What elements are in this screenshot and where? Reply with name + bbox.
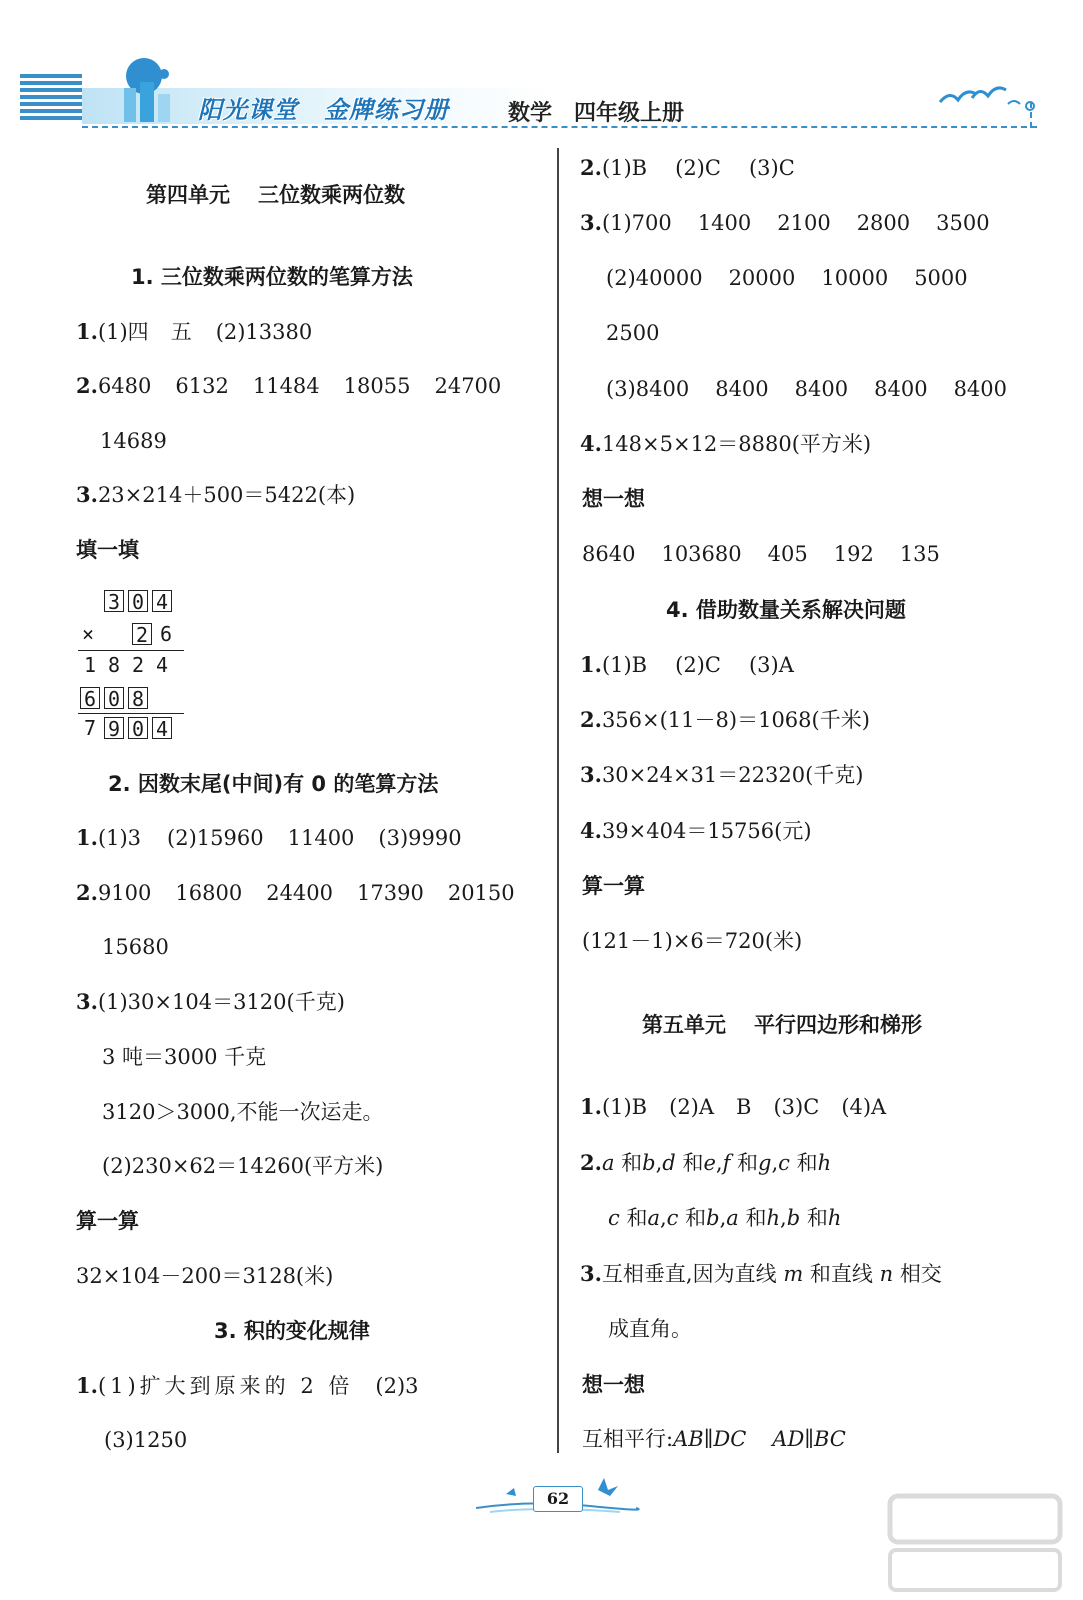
calc-row-2 bbox=[78, 623, 198, 647]
answer-part: 8400 bbox=[715, 377, 769, 401]
line-name: c bbox=[608, 1206, 620, 1230]
calc-box: 9 bbox=[104, 717, 124, 739]
answer-part: 23×214＋500＝5422(本) bbox=[97, 483, 356, 507]
line-name: b bbox=[786, 1206, 801, 1230]
s2-answer-2-cont: 15680 bbox=[102, 935, 169, 959]
item-number: 2. bbox=[76, 373, 98, 398]
calc-box: 6 bbox=[80, 687, 100, 709]
line-name: b bbox=[642, 1151, 656, 1175]
calc-box: 0 bbox=[128, 590, 148, 612]
answer-part: 30×24×31＝22320(千克) bbox=[601, 763, 864, 787]
unit4-title bbox=[146, 182, 405, 208]
section2-title: 2. 因数末尾(中间)有 0 的笔算方法 bbox=[108, 772, 439, 796]
line-name: c bbox=[778, 1151, 790, 1175]
item-number: 2. bbox=[580, 155, 602, 180]
calc-box: 0 bbox=[128, 717, 148, 739]
answer-part: 5000 bbox=[914, 266, 968, 290]
line-name: h bbox=[817, 1151, 832, 1175]
s1-answer-3 bbox=[76, 482, 355, 508]
answer-part: (1)30×104＝3120(千克) bbox=[97, 990, 345, 1014]
unit5-label: 第五单元 bbox=[642, 1013, 726, 1037]
item-number: 4. bbox=[580, 818, 602, 843]
answer-part: 和 bbox=[682, 1151, 704, 1175]
s2-answer-1 bbox=[76, 825, 462, 851]
answer-part: (1)700 bbox=[601, 211, 672, 235]
s1-answer-2-cont: 14689 bbox=[100, 429, 167, 453]
series-logo-icon bbox=[100, 52, 180, 124]
r-answer-3-line2 bbox=[606, 265, 968, 291]
answer-part: (3)A bbox=[748, 653, 794, 677]
answer-part: 18055 bbox=[343, 374, 411, 398]
answer-part: 6480 bbox=[97, 374, 152, 398]
answer-part: (2)3 bbox=[375, 1374, 419, 1398]
u5-answer-3 bbox=[580, 1261, 942, 1287]
answer-part: (2)13380 bbox=[215, 320, 313, 344]
s2-answer-3 bbox=[76, 989, 345, 1015]
s4-answer-4 bbox=[580, 818, 812, 844]
answer-part: , bbox=[719, 1206, 727, 1230]
answer-part: , bbox=[655, 1151, 663, 1175]
line-name: d bbox=[662, 1151, 676, 1175]
item-number: 2. bbox=[580, 1150, 602, 1175]
s2-answer-3-c: 3120＞3000,不能一次运走。 bbox=[102, 1100, 384, 1124]
item-number: 2. bbox=[580, 707, 602, 732]
calc-digit: 7 bbox=[83, 716, 97, 740]
calc-digit: 2 bbox=[131, 653, 145, 677]
answer-part: (2)15960 bbox=[167, 826, 264, 850]
answer-part: 1400 bbox=[697, 211, 752, 235]
answer-part: 和 bbox=[621, 1151, 643, 1175]
answer-part: 和 bbox=[685, 1206, 707, 1230]
column-divider bbox=[557, 148, 559, 1453]
item-number: 3. bbox=[580, 210, 602, 235]
line-name: a bbox=[726, 1206, 739, 1230]
s4-answer-1 bbox=[580, 652, 794, 678]
header-divider bbox=[82, 126, 1037, 128]
vertical-multiplication bbox=[78, 590, 198, 740]
answer-part: 和 bbox=[806, 1206, 828, 1230]
answer-part: 148×5×12＝8880(平方米) bbox=[601, 432, 872, 456]
r-answer-3-line4 bbox=[606, 376, 1007, 402]
item-number: 4. bbox=[580, 431, 602, 456]
answer-part: 8400 bbox=[874, 377, 928, 401]
answer-part: 11484 bbox=[252, 374, 320, 398]
answer-part: 互相平行: bbox=[582, 1427, 674, 1451]
line-name: h bbox=[827, 1206, 842, 1230]
calc-title-left: 算一算 bbox=[76, 1209, 139, 1233]
grade-label: 四年级上册 bbox=[574, 101, 685, 126]
answer-part: (3)C bbox=[748, 156, 795, 180]
s2-answer-3-b: 3 吨＝3000 千克 bbox=[102, 1045, 267, 1069]
item-number: 3. bbox=[76, 989, 98, 1014]
answer-part: (2)C bbox=[675, 156, 721, 180]
item-number: 3. bbox=[580, 762, 602, 787]
answer-part: 39×404＝15756(元) bbox=[601, 819, 812, 843]
section3-title: 3. 积的变化规律 bbox=[214, 1319, 370, 1343]
item-number: 1. bbox=[580, 1094, 602, 1119]
calc-box: 4 bbox=[152, 590, 172, 612]
answer-part: 和 bbox=[737, 1151, 759, 1175]
answer-part: 3500 bbox=[936, 211, 990, 235]
calc-row-4 bbox=[78, 687, 198, 711]
answer-part: 6132 bbox=[175, 374, 229, 398]
answer-part: 103680 bbox=[661, 542, 742, 566]
answer-part: 8400 bbox=[953, 377, 1008, 401]
s1-answer-2 bbox=[76, 373, 501, 399]
answer-part: , bbox=[659, 1206, 667, 1230]
answer-part: 11400 bbox=[287, 826, 355, 850]
answer-part: (3)C bbox=[773, 1095, 820, 1119]
answer-part: 16800 bbox=[175, 881, 243, 905]
s2-answer-2 bbox=[76, 880, 515, 906]
line-name: a bbox=[647, 1206, 660, 1230]
answer-part: 24400 bbox=[266, 881, 334, 905]
answer-part: 20000 bbox=[728, 266, 796, 290]
answer-part: 和直线 bbox=[809, 1262, 873, 1286]
parallel-pair: AD∥BC bbox=[772, 1427, 846, 1451]
answer-part: (1)3 bbox=[97, 826, 142, 850]
answer-part: (1)扩大到原来的 2 倍 bbox=[97, 1374, 354, 1398]
answer-part: 9100 bbox=[97, 881, 152, 905]
answer-part: 和 bbox=[626, 1206, 648, 1230]
s3-answer-1-cont: (3)1250 bbox=[104, 1428, 188, 1452]
section1-title: 1. 三位数乘两位数的笔算方法 bbox=[131, 265, 413, 289]
u5-answer-1 bbox=[580, 1094, 886, 1120]
line-name: b bbox=[706, 1206, 720, 1230]
answer-part: 8640 bbox=[582, 542, 636, 566]
answer-part: (4)A bbox=[841, 1095, 887, 1119]
answer-part: (1)B bbox=[601, 653, 648, 677]
u5-answer-2 bbox=[580, 1150, 831, 1176]
answer-part: 192 bbox=[833, 542, 874, 566]
answer-part: (3)8400 bbox=[606, 377, 690, 401]
think-answer bbox=[582, 541, 940, 567]
calc-box: 3 bbox=[104, 590, 124, 612]
line-name: n bbox=[879, 1262, 894, 1286]
answer-part: 24700 bbox=[434, 374, 502, 398]
item-number: 1. bbox=[76, 1373, 98, 1398]
item-number: 1. bbox=[76, 825, 98, 850]
calc-rule-2 bbox=[78, 713, 184, 714]
answer-part: , bbox=[715, 1151, 723, 1175]
multiply-sign: × bbox=[81, 622, 95, 646]
unit4-name: 三位数乘两位数 bbox=[258, 183, 405, 207]
s3-answer-1 bbox=[76, 1373, 419, 1399]
answer-part: 相交 bbox=[899, 1262, 942, 1286]
answer-part: (2)40000 bbox=[606, 266, 703, 290]
u5-answer-3-cont: 成直角。 bbox=[608, 1317, 692, 1341]
item-number: 1. bbox=[580, 652, 602, 677]
answer-part: 2100 bbox=[777, 211, 831, 235]
fill-in-title: 填一填 bbox=[76, 538, 139, 562]
calc-box: 8 bbox=[128, 687, 148, 709]
calc-rule-1 bbox=[78, 650, 184, 651]
calc-title-right: 算一算 bbox=[582, 874, 645, 898]
header-stripes bbox=[20, 74, 82, 126]
unit5-title bbox=[642, 1012, 922, 1038]
r-answer-3-line3: 2500 bbox=[606, 321, 660, 345]
answer-part: (2)C bbox=[675, 653, 721, 677]
s1-answer-1 bbox=[76, 319, 312, 345]
page-number: 62 bbox=[533, 1486, 583, 1512]
answer-part: B bbox=[736, 1095, 752, 1119]
answer-part: 五 bbox=[170, 320, 192, 344]
answer-part: 互相垂直,因为直线 bbox=[601, 1262, 777, 1286]
subject-grade bbox=[508, 96, 684, 127]
calc-answer-right: (121－1)×6＝720(米) bbox=[582, 929, 803, 953]
r-answer-3 bbox=[580, 210, 990, 236]
line-name: e bbox=[703, 1151, 716, 1175]
think-title: 想一想 bbox=[582, 487, 645, 511]
item-number: 3. bbox=[580, 1261, 602, 1286]
calc-row-5 bbox=[78, 717, 198, 741]
answer-part: (2)A bbox=[669, 1095, 715, 1119]
calc-box: 0 bbox=[104, 687, 124, 709]
item-number: 3. bbox=[76, 482, 98, 507]
calc-row-3 bbox=[78, 654, 198, 678]
parallel-answer bbox=[582, 1426, 846, 1452]
answer-part: 135 bbox=[899, 542, 940, 566]
line-name: g bbox=[758, 1151, 772, 1175]
calc-box: 4 bbox=[152, 717, 172, 739]
calc-answer-left: 32×104－200＝3128(米) bbox=[76, 1264, 334, 1288]
r-answer-2 bbox=[580, 155, 795, 181]
line-name: c bbox=[666, 1206, 679, 1230]
answer-part: 20150 bbox=[447, 881, 515, 905]
u5-answer-2-cont bbox=[608, 1205, 841, 1231]
line-name: a bbox=[601, 1151, 615, 1175]
unit4-label: 第四单元 bbox=[146, 183, 230, 207]
series-title-b: 金牌练习册 bbox=[324, 95, 449, 124]
calc-digit: 4 bbox=[155, 653, 169, 677]
series-title-a: 阳光课堂 bbox=[198, 95, 298, 124]
section4-title: 4. 借助数量关系解决问题 bbox=[666, 598, 906, 622]
calc-digit: 6 bbox=[159, 622, 173, 646]
think-title-2: 想一想 bbox=[582, 1373, 645, 1397]
r-answer-4 bbox=[580, 431, 871, 457]
calc-row-1 bbox=[78, 590, 198, 614]
line-name: m bbox=[783, 1262, 804, 1286]
s4-answer-2 bbox=[580, 707, 870, 733]
answer-part: 8400 bbox=[794, 377, 849, 401]
answer-part: (1)四 bbox=[97, 320, 149, 344]
s4-answer-3 bbox=[580, 762, 863, 788]
answer-part: (1)B bbox=[601, 156, 648, 180]
answer-part: 和 bbox=[745, 1206, 767, 1230]
line-name: h bbox=[766, 1206, 781, 1230]
answer-part: (3)9990 bbox=[378, 826, 462, 850]
answer-part: (1)B bbox=[601, 1095, 648, 1119]
series-title bbox=[198, 90, 449, 125]
birds-icon bbox=[936, 78, 1036, 118]
answer-part: , bbox=[780, 1206, 787, 1230]
answer-part: 405 bbox=[767, 542, 808, 566]
subject-label: 数学 bbox=[508, 101, 553, 126]
line-name: f bbox=[722, 1151, 731, 1175]
watermark-logo-icon bbox=[880, 1488, 1070, 1598]
s2-answer-3-d: (2)230×62＝14260(平方米) bbox=[102, 1154, 384, 1178]
unit5-name: 平行四边形和梯形 bbox=[754, 1013, 922, 1037]
item-number: 1. bbox=[76, 319, 98, 344]
answer-part: 10000 bbox=[821, 266, 889, 290]
calc-box: 2 bbox=[132, 623, 152, 645]
calc-digit: 8 bbox=[107, 653, 121, 677]
parallel-pair: AB∥DC bbox=[673, 1427, 747, 1451]
calc-digit: 1 bbox=[83, 653, 97, 677]
answer-part: 2800 bbox=[856, 211, 911, 235]
item-number: 2. bbox=[76, 880, 98, 905]
answer-part: 17390 bbox=[357, 881, 424, 905]
answer-part: 和 bbox=[796, 1151, 818, 1175]
answer-part: , bbox=[771, 1151, 779, 1175]
answer-part: 356×(11－8)＝1068(千米) bbox=[601, 708, 870, 732]
